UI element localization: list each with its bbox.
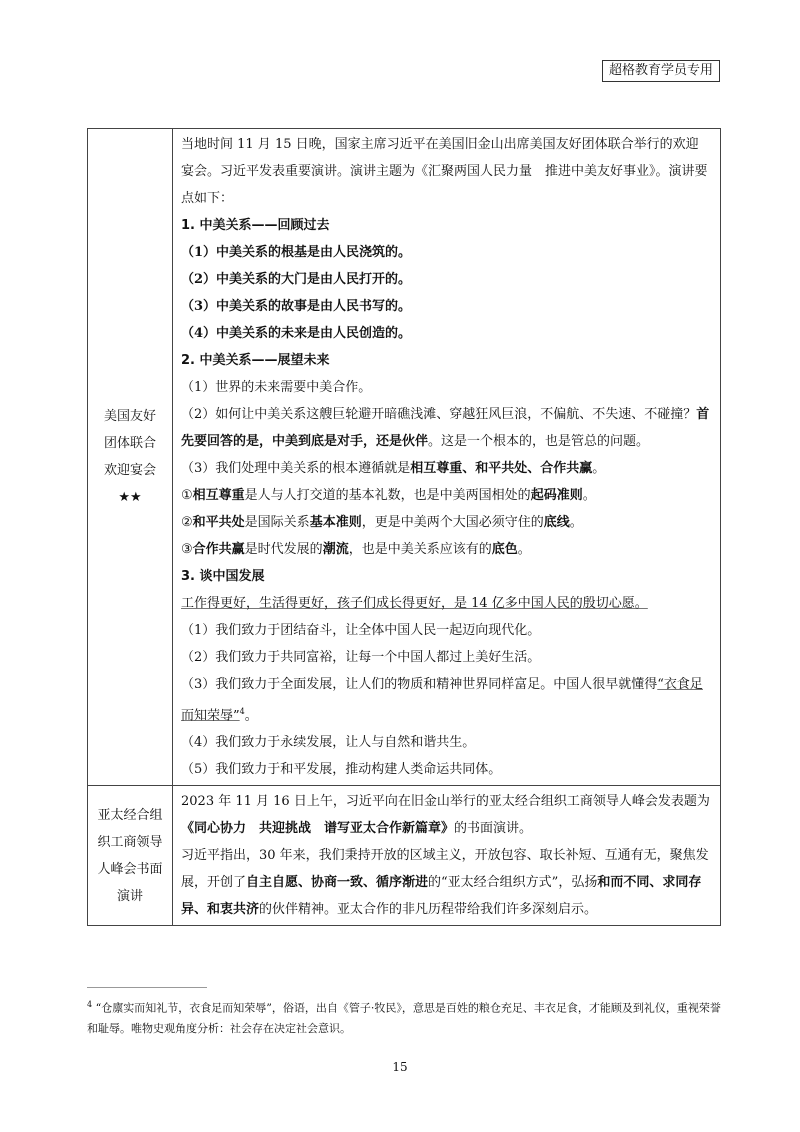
section-heading: 2. 中美关系——展望未来 [181,353,330,368]
list-item [181,671,710,729]
intro-paragraph: 当地时间 11 月 15 日晚，国家主席习近平在美国旧金山出席美国友好团体联合举行的欢迎宴会。习近平发表重要演讲。演讲主题为《汇聚两国人民力量 推进中美友好事业》。演讲要点如下： [181,137,708,206]
text: ，更是中美两个大国必须守住的 [361,515,544,530]
list-item: （1）世界的未来需要中美合作。 [181,380,372,395]
emphasis: 合作共赢 [192,542,245,557]
table-row [88,786,721,926]
text: 。这是一个根本的，也是管总的问题。 [428,434,650,449]
row-label [88,129,173,786]
emphasis: 起码准则 [530,488,583,503]
section-heading: 1. 中美关系——回顾过去 [181,218,330,233]
list-item: （1）中美关系的根基是由人民浇筑的。 [181,245,412,260]
page-number: 15 [392,1060,408,1074]
text: （3）我们致力于全面发展，让人们的物质和精神世界同样富足。中国人很早就懂得 [181,677,658,692]
footnote-divider [87,987,207,988]
footnote-text: “仓廪实而知礼节，衣食足而知荣辱”，俗语，出自《管子·牧民》，意思是百姓的粮仓充足、丰衣足食，才能顾及到礼仪，重视荣誉和耻辱。唯物史观角度分析：社会存在决定社会意识。 [87,1001,721,1035]
list-item [181,509,710,536]
text: 习近平指出，30 年来，我们秉持开放的区域主义，开放包容、取长补短、互通有无，聚焦发展，开创了 [181,848,709,891]
section-heading: 3. 谈中国发展 [181,569,265,584]
lead-sentence [181,590,710,617]
circled-number: ① [181,488,193,503]
table-row [88,129,721,786]
label-line: 织工商领导 [97,834,163,850]
list-item: （3）中美关系的故事是由人民书写的。 [181,299,412,314]
circled-number: ③ [181,542,193,557]
text: 是人与人打交道的基本礼数，也是中美两国相处的 [244,488,531,503]
footnote-mark: 4 [87,1000,93,1009]
text: 。 [569,515,583,530]
label-line: 美国友好 [103,409,156,425]
list-item: （2）我们致力于共同富裕，让每一个中国人都过上美好生活。 [181,650,541,665]
list-item: （4）我们致力于永续发展，让人与自然和谐共生。 [181,735,476,751]
list-item [181,401,710,455]
text: 。 [244,708,258,724]
text: 是国际关系 [244,515,310,530]
label-line: 欢迎宴会 [103,463,156,479]
list-item [181,536,710,563]
emphasis: 自主自愿、协商一致、循序渐进 [246,875,429,891]
underlined-text: 工作得更好，生活得更好，孩子们成长得更好，是 14 亿多中国人民的殷切心愿。 [181,596,648,611]
text: 。 [592,461,606,476]
emphasis: 潮流 [322,542,349,557]
exclusive-badge: 超格教育学员专用 [602,60,720,82]
row-label [88,786,173,926]
text: 是时代发展的 [244,542,323,557]
text: 。 [517,542,531,557]
footnote [87,995,721,1039]
label-line: 亚太经合组 [97,807,163,823]
importance-stars: ★★ [118,490,142,506]
text: 2023 年 11 月 16 日上午，习近平向在旧金山举行的亚太经合组织工商领导人峰会发表题为 [181,794,710,810]
emphasis: 底线 [543,515,570,530]
emphasis: 相互尊重、和平共处、合作共赢 [410,461,593,476]
paragraph [181,842,710,923]
text: 的伙伴精神。亚太合作的非凡历程带给我们许多深刻启示。 [259,902,598,918]
emphasis: 底色 [491,542,518,557]
list-item [181,482,710,509]
list-item [181,455,710,482]
underlined-quote: “衣食足而知荣辱” [181,677,703,724]
text: （2）如何让中美关系这艘巨轮避开暗礁浅滩、穿越狂风巨浪，不偏航、不失速、不碰撞？ [181,407,697,422]
footnote-ref: 4 [239,707,245,716]
label-line: 团体联合 [103,436,156,452]
list-item: （5）我们致力于和平发展，推动构建人类命运共同体。 [181,762,502,778]
label-line: 演讲 [116,888,143,904]
text: 。 [582,488,596,503]
text: （3）我们处理中美关系的根本遵循就是 [181,461,411,476]
list-item: （4）中美关系的未来是由人民创造的。 [181,326,412,341]
list-item: （1）我们致力于团结奋斗，让全体中国人民一起迈向现代化。 [181,623,541,638]
list-item: （2）中美关系的大门是由人民打开的。 [181,272,412,287]
circled-number: ② [181,515,193,530]
row-content [173,786,721,926]
text: 的书面演讲。 [454,821,533,837]
text: 的“亚太经合组织方式”，弘扬 [428,875,598,891]
paragraph [181,788,710,842]
emphasis: 首先要回答的是，中美到底是对手，还是伙伴 [181,407,710,449]
row-content [173,129,721,786]
label-line: 人峰会书面 [97,861,163,877]
emphasis: 基本准则 [309,515,362,530]
emphasis: 和而不同、求同存异、和衷共济 [181,875,702,918]
text: ，也是中美关系应该有的 [348,542,492,557]
content-table [87,128,721,926]
emphasis: 相互尊重 [192,488,245,503]
emphasis: 和平共处 [192,515,245,530]
speech-title: 《同心协力 共迎挑战 谱写亚太合作新篇章》 [181,821,455,837]
